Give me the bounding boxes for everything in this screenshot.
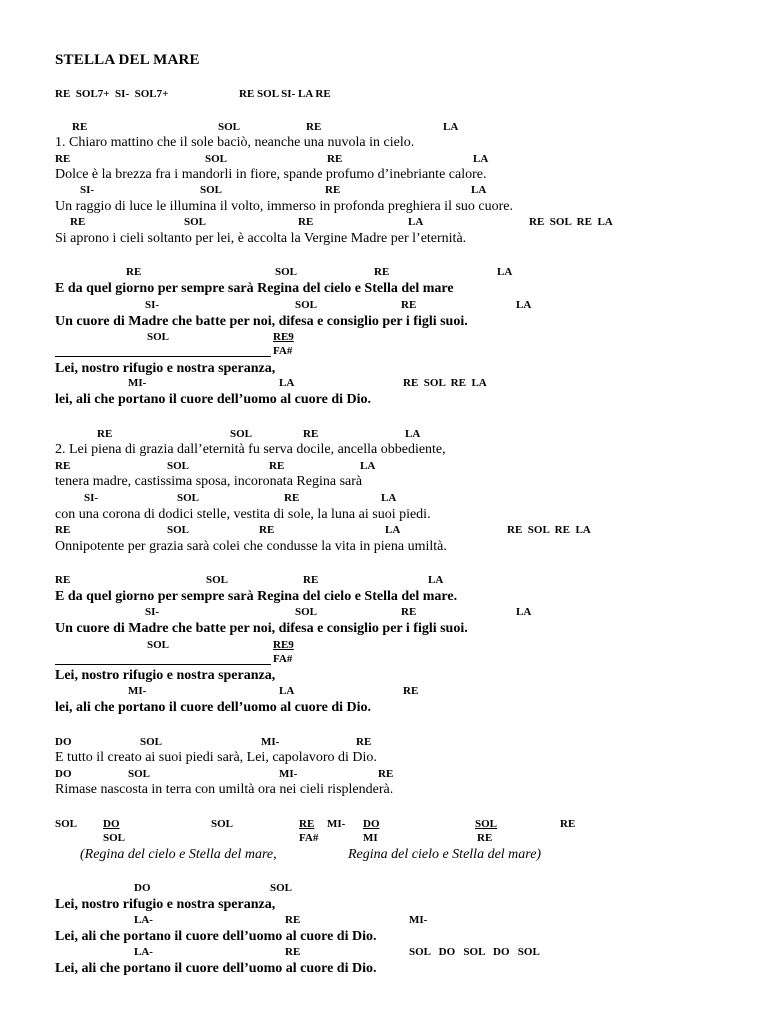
- chord: SOL: [205, 153, 228, 165]
- chord: RE: [55, 574, 71, 586]
- lyric-line: Dolce è la brezza fra i mandorli in fiore, spande profumo d’inebriante calore.: [55, 167, 487, 182]
- chord: MI: [363, 832, 378, 844]
- lyric-line: Un cuore di Madre che batte per noi, difesa e consiglio per i figli suoi.: [55, 621, 468, 636]
- divider: [55, 356, 271, 357]
- chord: LA: [279, 377, 295, 389]
- chord: LA: [516, 606, 532, 618]
- lyric-line: lei, ali che portano il cuore dell’uomo al cuore di Dio.: [55, 700, 372, 715]
- chord: RE: [401, 299, 417, 311]
- chord: FA#: [299, 832, 319, 844]
- song-title: STELLA DEL MARE: [55, 52, 200, 68]
- chord: RE: [55, 460, 71, 472]
- chord: DO: [55, 768, 72, 780]
- lyric-line: 2. Lei piena di grazia dall’eternità fu serva docile, ancella obbediente,: [55, 442, 446, 457]
- chord: DO: [103, 818, 120, 830]
- lyric-line: 1. Chiaro mattino che il sole baciò, neanche una nuvola in cielo.: [55, 135, 415, 150]
- chord: FA#: [273, 345, 293, 357]
- chord: RE: [356, 736, 372, 748]
- lyric-line: E da quel giorno per sempre sarà Regina del cielo e Stella del mare: [55, 281, 454, 296]
- chord: SOL: [128, 768, 151, 780]
- chord: RE9: [273, 331, 294, 343]
- chord: RE: [55, 524, 71, 536]
- chord: RE SOL RE LA: [529, 216, 613, 228]
- chord: SI-: [145, 606, 160, 618]
- chord: LA: [471, 184, 487, 196]
- chord: SOL: [270, 882, 293, 894]
- chord: RE: [298, 216, 314, 228]
- lyric-line: Onnipotente per grazia sarà colei che condusse la vita in piena umiltà.: [55, 539, 447, 554]
- chord: LA: [497, 266, 513, 278]
- chord: SOL: [211, 818, 234, 830]
- chord: SOL: [184, 216, 207, 228]
- lyric-line: E tutto il creato ai suoi piedi sarà, Lei, capolavoro di Dio.: [55, 750, 377, 765]
- chord: RE: [269, 460, 285, 472]
- lyric-line: con una corona di dodici stelle, vestita di sole, la luna ai suoi piedi.: [55, 507, 431, 522]
- lyric-line: Lei, ali che portano il cuore dell’uomo al cuore di Dio.: [55, 961, 377, 976]
- chord: LA: [428, 574, 444, 586]
- chord: LA: [279, 685, 295, 697]
- chord: LA: [360, 460, 376, 472]
- chord: LA-: [134, 946, 153, 958]
- chord: SOL: [230, 428, 253, 440]
- chord: RE: [378, 768, 394, 780]
- chord: SOL DO SOL DO SOL: [409, 946, 540, 958]
- chord: MI-: [327, 818, 346, 830]
- chord: SI-: [145, 299, 160, 311]
- lyric-line: E da quel giorno per sempre sarà Regina del cielo e Stella del mare.: [55, 589, 458, 604]
- chord: LA: [381, 492, 397, 504]
- chord: RE: [284, 492, 300, 504]
- chord: SOL: [200, 184, 223, 196]
- chord: RE: [285, 914, 301, 926]
- lyric-line: (Regina del cielo e Stella del mare,: [80, 847, 277, 862]
- chord: SOL: [167, 460, 190, 472]
- chord: MI-: [128, 377, 147, 389]
- lyric-line: lei, ali che portano il cuore dell’uomo al cuore di Dio.: [55, 392, 372, 407]
- chord: LA-: [134, 914, 153, 926]
- lyric-line: Regina del cielo e Stella del mare): [348, 847, 542, 862]
- chord: SOL: [218, 121, 241, 133]
- lyric-line: Lei, nostro rifugio e nostra speranza,: [55, 668, 276, 683]
- chord: SOL: [147, 331, 170, 343]
- chord: RE: [299, 818, 315, 830]
- lyric-line: Lei, nostro rifugio e nostra speranza,: [55, 361, 276, 376]
- chord: DO: [55, 736, 72, 748]
- chord: RE9: [273, 639, 294, 651]
- chord: DO: [134, 882, 151, 894]
- lyric-line: Rimase nascosta in terra con umiltà ora nei cieli risplenderà.: [55, 782, 394, 797]
- lyric-line: Un cuore di Madre che batte per noi, difesa e consiglio per i figli suoi.: [55, 314, 468, 329]
- chord: RE: [126, 266, 142, 278]
- lyric-line: Lei, ali che portano il cuore dell’uomo al cuore di Dio.: [55, 929, 377, 944]
- chord: LA: [443, 121, 459, 133]
- lyric-line: Lei, nostro rifugio e nostra speranza,: [55, 897, 276, 912]
- chord: MI-: [261, 736, 280, 748]
- chord: SOL: [275, 266, 298, 278]
- chord: RE SOL RE LA: [507, 524, 591, 536]
- chord: RE: [97, 428, 113, 440]
- chord: SOL: [140, 736, 163, 748]
- chord: LA: [385, 524, 401, 536]
- chord: RE: [306, 121, 322, 133]
- chord: RE SOL RE LA: [403, 377, 487, 389]
- divider: [55, 664, 271, 665]
- chord: SI-: [80, 184, 95, 196]
- chord: RE: [327, 153, 343, 165]
- chord: SOL: [147, 639, 170, 651]
- intro-chords-right: RE SOL SI- LA RE: [239, 88, 331, 100]
- chord: RE: [259, 524, 275, 536]
- chord: MI-: [128, 685, 147, 697]
- chord: SOL: [177, 492, 200, 504]
- chord: SI-: [84, 492, 99, 504]
- chord: MI-: [279, 768, 298, 780]
- chord: LA: [408, 216, 424, 228]
- chord: RE: [325, 184, 341, 196]
- chord: SOL: [206, 574, 229, 586]
- lyric-line: Un raggio di luce le illumina il volto, immerso in profonda preghiera il suo cuore.: [55, 199, 514, 214]
- chord: LA: [405, 428, 421, 440]
- chord: SOL: [295, 299, 318, 311]
- chord: SOL: [295, 606, 318, 618]
- chord: RE: [374, 266, 390, 278]
- chord: SOL: [55, 818, 78, 830]
- chord: RE: [55, 153, 71, 165]
- lyric-line: tenera madre, castissima sposa, incoronata Regina sarà: [55, 474, 363, 489]
- chord: MI-: [409, 914, 428, 926]
- chord: FA#: [273, 653, 293, 665]
- chord: RE: [72, 121, 88, 133]
- chord: SOL: [167, 524, 190, 536]
- lyric-line: Si aprono i cieli soltanto per lei, è accolta la Vergine Madre per l’eternità.: [55, 231, 467, 246]
- chord: RE: [403, 685, 419, 697]
- chord: RE: [303, 574, 319, 586]
- chord: RE: [285, 946, 301, 958]
- chord: LA: [473, 153, 489, 165]
- chord: RE: [401, 606, 417, 618]
- chord: RE: [303, 428, 319, 440]
- chord: RE: [70, 216, 86, 228]
- chord: SOL: [103, 832, 126, 844]
- chord: DO: [363, 818, 380, 830]
- chord: RE: [477, 832, 493, 844]
- chord: RE: [560, 818, 576, 830]
- chord: SOL: [475, 818, 498, 830]
- intro-chords-left: RE SOL7+ SI- SOL7+: [55, 88, 169, 100]
- chord: LA: [516, 299, 532, 311]
